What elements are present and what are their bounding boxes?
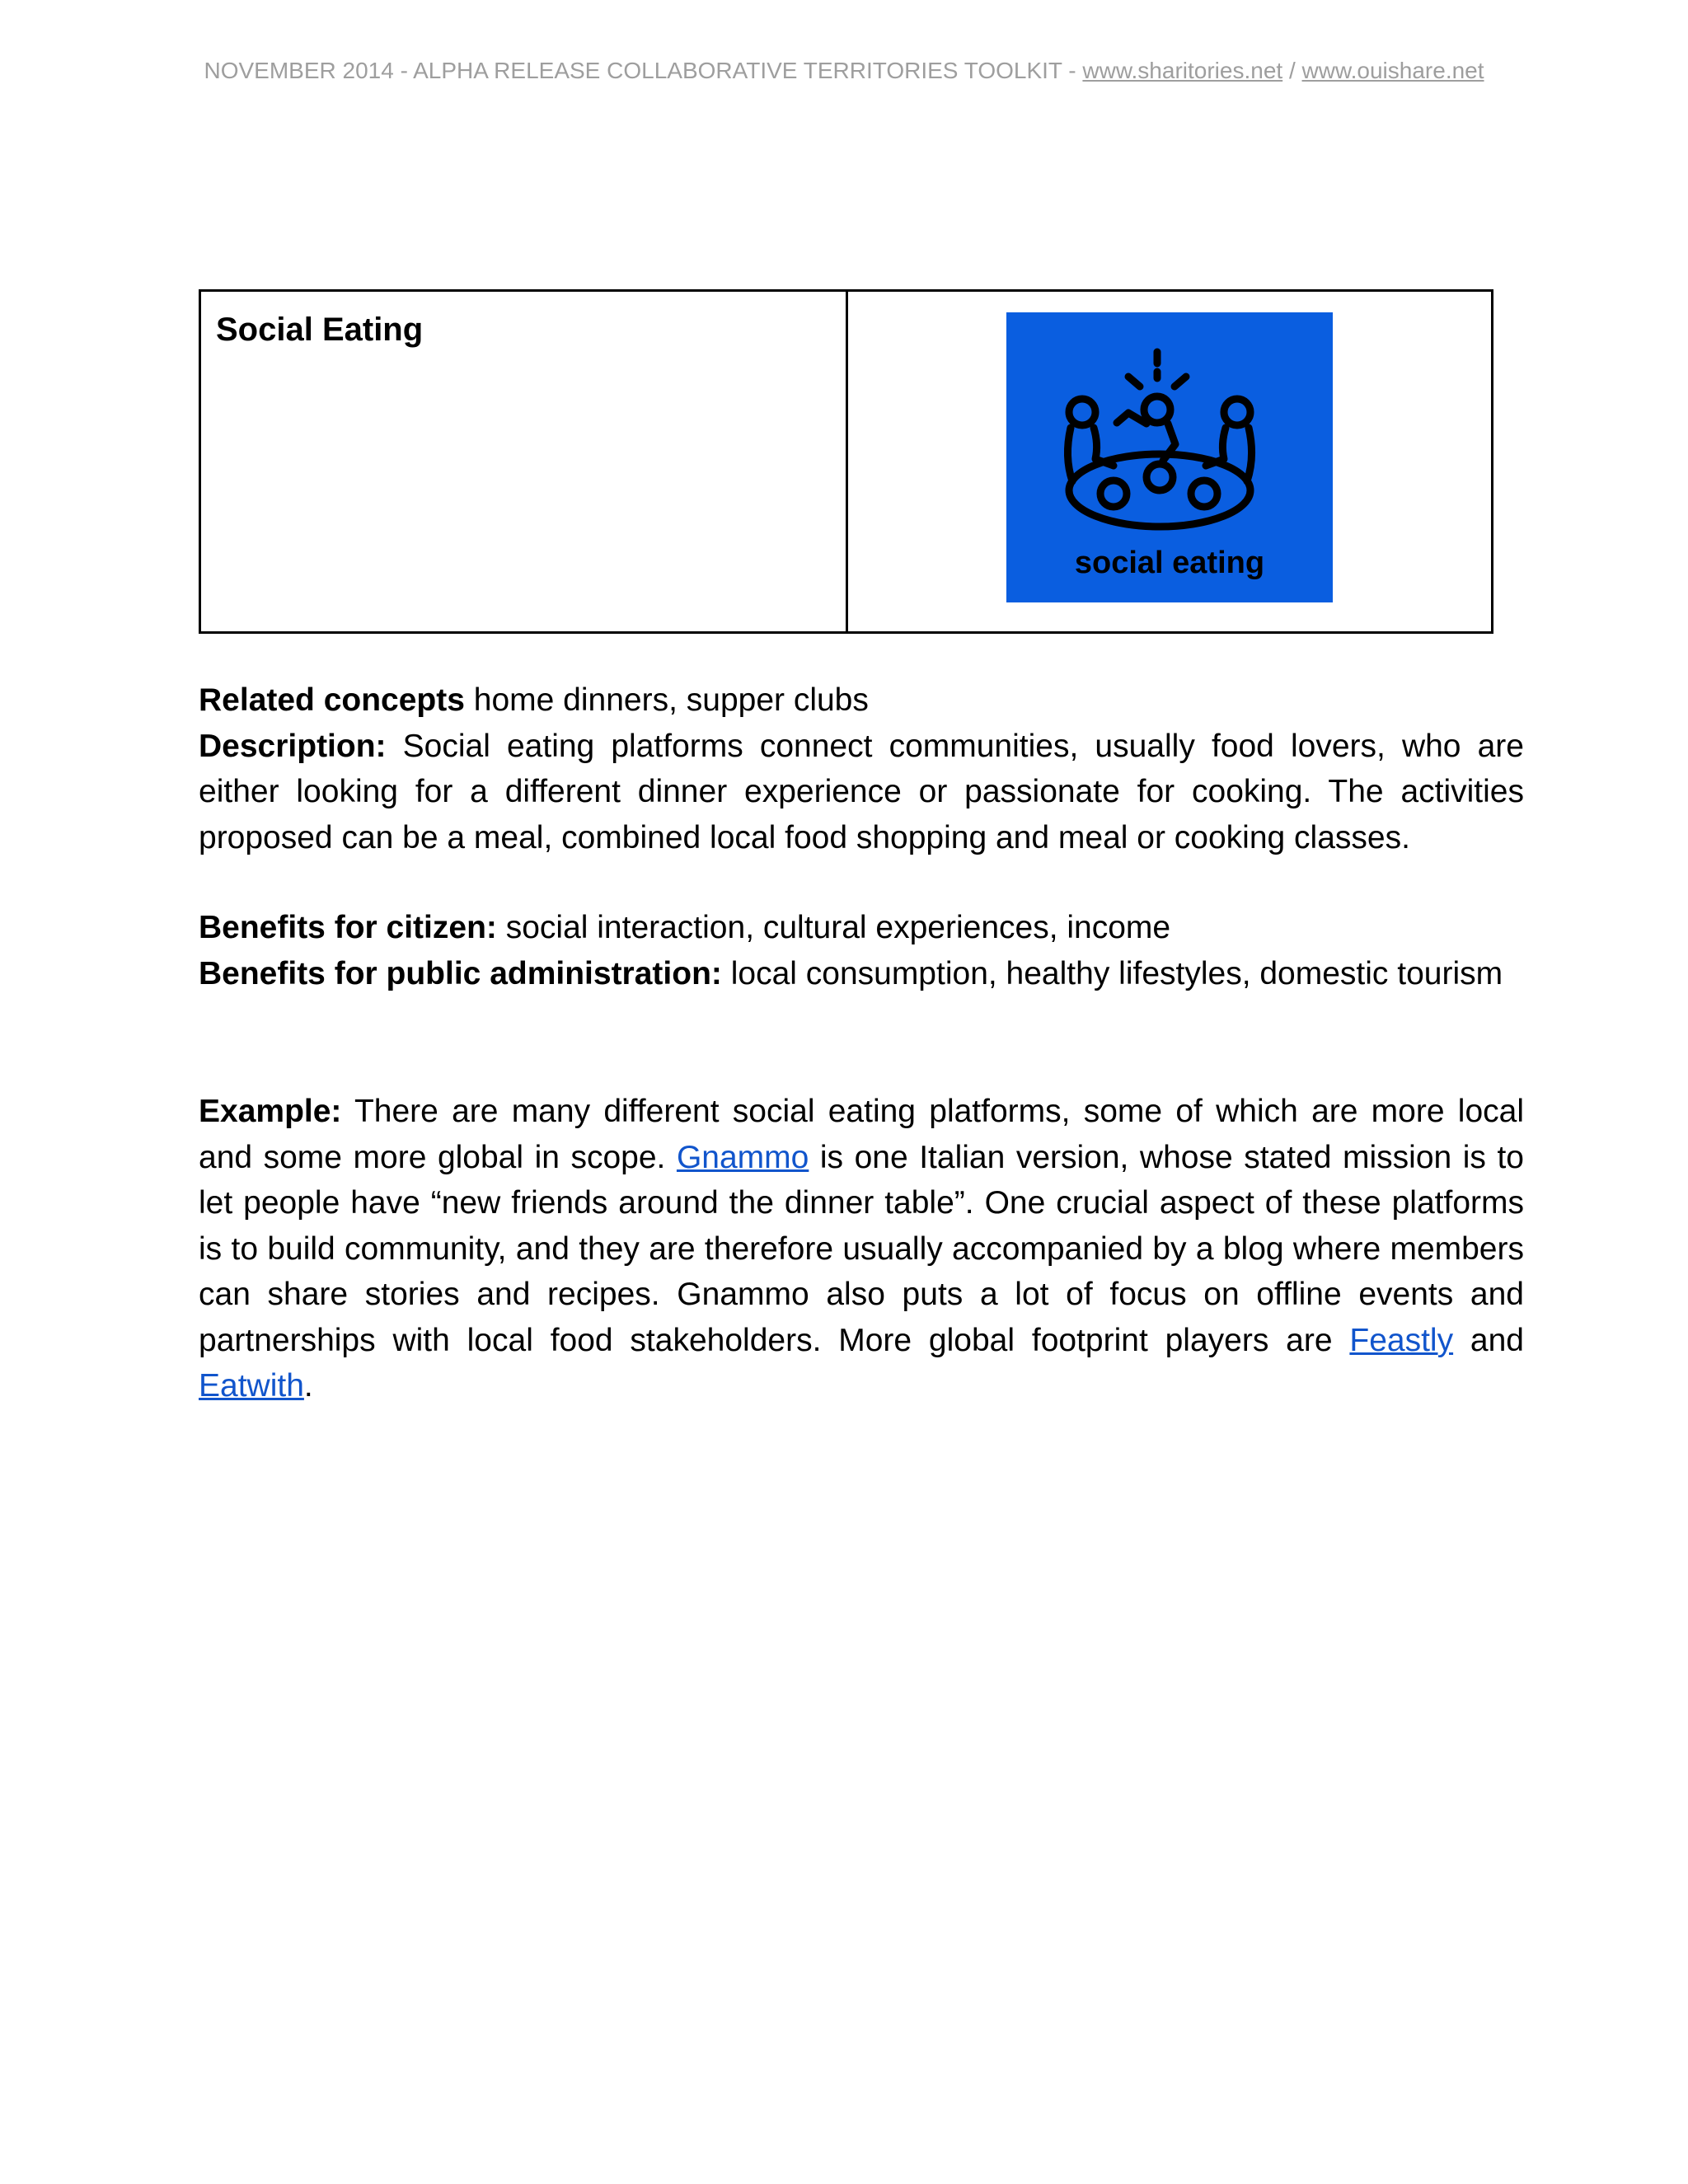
benefits-citizen-label: Benefits for citizen: xyxy=(199,910,497,945)
benefits-citizen-text: social interaction, cultural experiences, income xyxy=(496,910,1171,945)
card-image-cell xyxy=(848,292,1491,631)
concept-card-table xyxy=(199,289,1493,634)
related-concepts xyxy=(199,677,1524,724)
logo-label: social eating xyxy=(1074,546,1265,580)
benefits-citizen xyxy=(199,905,1524,951)
example-text-4: . xyxy=(303,1368,313,1404)
benefits-admin-text: local consumption, healthy lifestyles, domestic tourism xyxy=(721,955,1503,991)
concept-details xyxy=(199,677,1524,860)
gnammo-link[interactable]: Gnammo xyxy=(676,1139,809,1175)
eatwith-link[interactable]: Eatwith xyxy=(199,1368,304,1404)
feastly-link[interactable]: Feastly xyxy=(1349,1322,1454,1358)
card-title-cell xyxy=(201,292,848,631)
example-text-1: There are many different social eating platforms, some of which are more local and some more global in scope. xyxy=(199,1094,1524,1175)
header-separator: / xyxy=(1282,58,1302,83)
benefits-admin-label: Benefits for public administration: xyxy=(199,955,722,991)
description-text: Social eating platforms connect communities, usually food lovers, who are either looking for a different dinner experience or passionate for cooking. The activities proposed can be a meal, combined local food shopping and meal or cooking classes. xyxy=(199,728,1524,855)
example-paragraph xyxy=(199,1089,1524,1409)
related-text: home dinners, supper clubs xyxy=(464,682,869,718)
description xyxy=(199,724,1524,861)
benefits-section xyxy=(199,905,1524,996)
header-text: NOVEMBER 2014 - ALPHA RELEASE COLLABORATIVE TERRITORIES TOOLKIT - xyxy=(204,58,1083,83)
example-text-3: and xyxy=(1453,1322,1525,1358)
example-text-2: is one Italian version, whose stated mission is to let people have “new friends around the dinner table”. One crucial aspect of these platforms is to build community, and they are therefore usually accompanied by a blog where members can share stories and recipes. Gnammo also puts a lot of focus on offline events and partnerships with local food stakeholders. More global footprint players are xyxy=(199,1139,1524,1358)
related-label: Related concepts xyxy=(199,682,465,718)
ouishare-link[interactable]: www.ouishare.net xyxy=(1301,58,1484,83)
example-section xyxy=(199,1089,1524,1409)
example-label: Example: xyxy=(199,1094,342,1129)
card-title: Social Eating xyxy=(216,312,424,348)
description-label: Description: xyxy=(199,728,387,764)
page-header xyxy=(0,58,1688,84)
sharitories-link[interactable]: www.sharitories.net xyxy=(1082,58,1283,83)
benefits-admin xyxy=(199,951,1524,997)
social-eating-logo xyxy=(1006,312,1333,602)
